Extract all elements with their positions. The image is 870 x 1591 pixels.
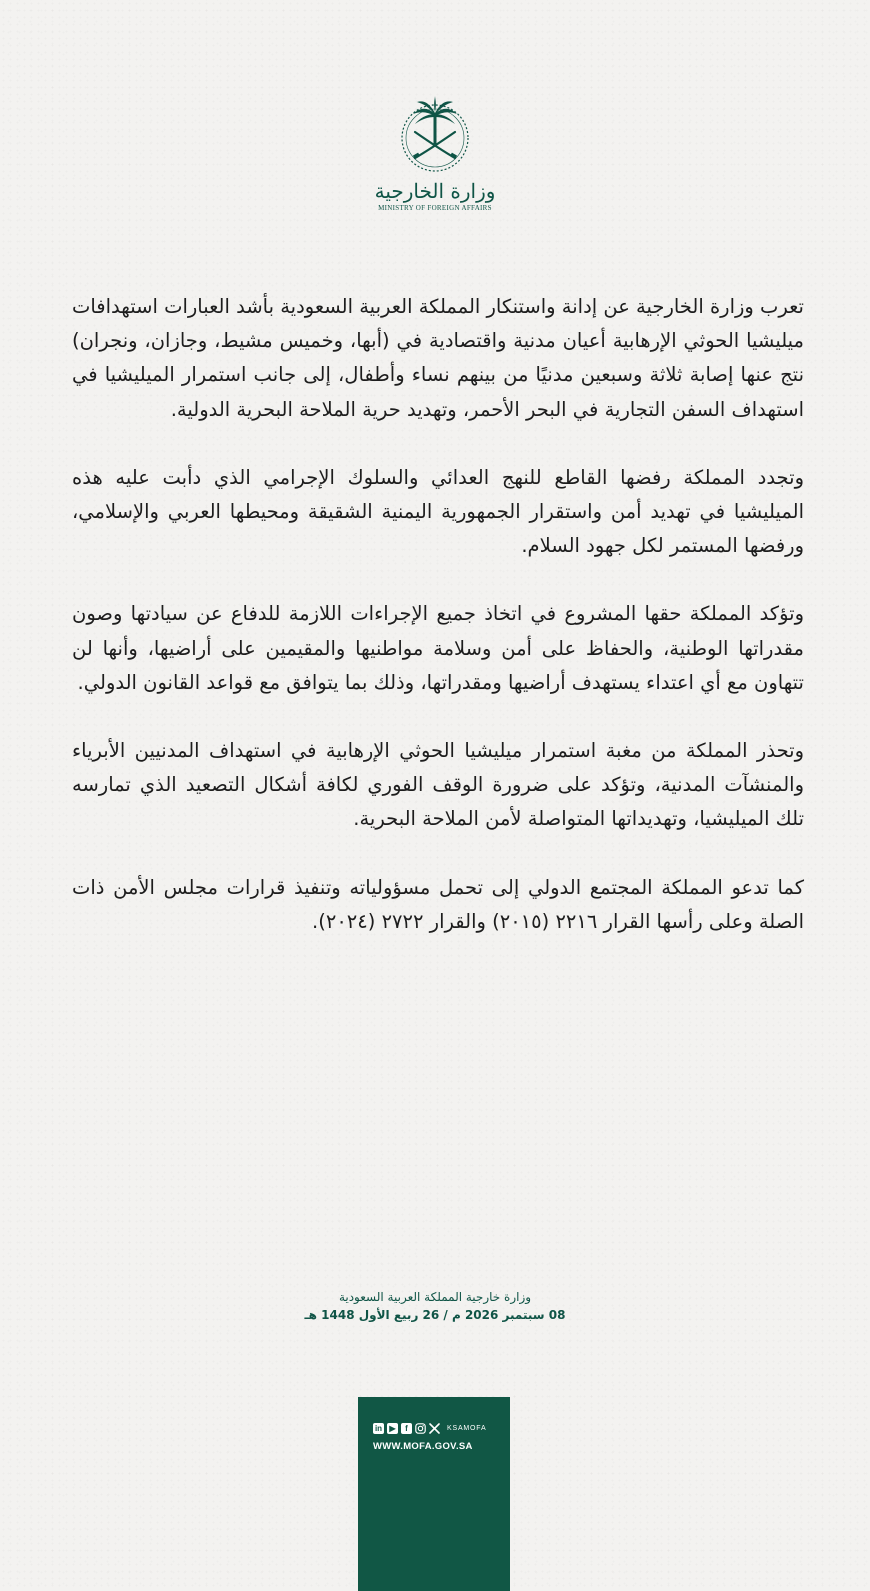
- facebook-icon[interactable]: f: [401, 1423, 412, 1434]
- ministry-arabic-name: وزارة الخارجية: [374, 179, 496, 203]
- statement-paragraph-2: وتجدد المملكة رفضها القاطع للنهج العدائي والسلوك الإجرامي الذي دأبت عليه هذه الميليشيا في تهديد أمن واستقرار الجمهورية اليمنية الشقيقة ومحيطها العربي والإسلامي، ورفضها المستمر لكل جهود السلام.: [72, 465, 804, 558]
- social-handle[interactable]: KSAMOFA: [447, 1425, 487, 1432]
- website-link[interactable]: WWW.MOFA.GOV.SA: [373, 1441, 473, 1452]
- instagram-icon[interactable]: [415, 1423, 426, 1434]
- ministry-english-name: MINISTRY OF FOREIGN AFFAIRS: [378, 204, 492, 212]
- statement-paragraph-1: تعرب وزارة الخارجية عن إدانة واستنكار المملكة العربية السعودية بأشد العبارات استهدافات ميليشيا الحوثي الإرهابية أعيان مدنية واقتصادية في (أبها، وخميس مشيط، وجازان، ونجران) نتج عنها إصابة ثلاثة وسبعين مدنيًا من بينهم نساء وأطفال، إلى جانب استمرار الميليشيا في استهداف السفن التجارية في البحر الأحمر، وتهديد حرية الملاحة البحرية الدولية.: [72, 295, 804, 421]
- saudi-emblem-palm-swords-icon: [393, 92, 477, 176]
- youtube-icon[interactable]: ▶: [387, 1423, 398, 1434]
- signature-block: [0, 1288, 870, 1324]
- footer-contact-box: [358, 1397, 510, 1591]
- signature-date: 08 سبتمبر 2026 م / 26 ربيع الأول 1448 هـ: [304, 1308, 566, 1322]
- statement-paragraph-5: كما تدعو المملكة المجتمع الدولي إلى تحمل مسؤولياته وتنفيذ قرارات مجلس الأمن ذات الصلة وعلى رأسها القرار ٢٢١٦ (٢٠١٥) والقرار ٢٧٢٢ (٢٠٢٤).: [72, 875, 804, 933]
- ministry-logo: [355, 92, 515, 212]
- linkedin-icon[interactable]: in: [374, 1424, 383, 1433]
- signature-name: وزارة خارجية المملكة العربية السعودية: [338, 1290, 532, 1304]
- statement-paragraph-3: وتؤكد المملكة حقها المشروع في اتخاذ جميع الإجراءات اللازمة للدفاع عن سيادتها وصون مقدراتها الوطنية، والحفاظ على أمن وسلامة مواطنيها والمقيمين على أراضيها، وأنها لن تتهاون مع أي اعتداء يستهدف أراضيها ومقدراتها، وذلك بما يتوافق مع قواعد القانون الدولي.: [72, 602, 804, 694]
- statement-paragraph-4: وتحذر المملكة من مغبة استمرار ميليشيا الحوثي الإرهابية في استهداف المدنيين الأبرياء والمنشآت المدنية، وتؤكد على ضرورة الوقف الفوري لكافة أشكال التصعيد الذي تمارسه تلك الميليشيا، وتهديداتها المتواصلة لأمن الملاحة البحرية.: [72, 739, 804, 831]
- x-icon[interactable]: [429, 1423, 440, 1434]
- statement-body: [72, 290, 804, 973]
- social-icons-row: [373, 1423, 486, 1434]
